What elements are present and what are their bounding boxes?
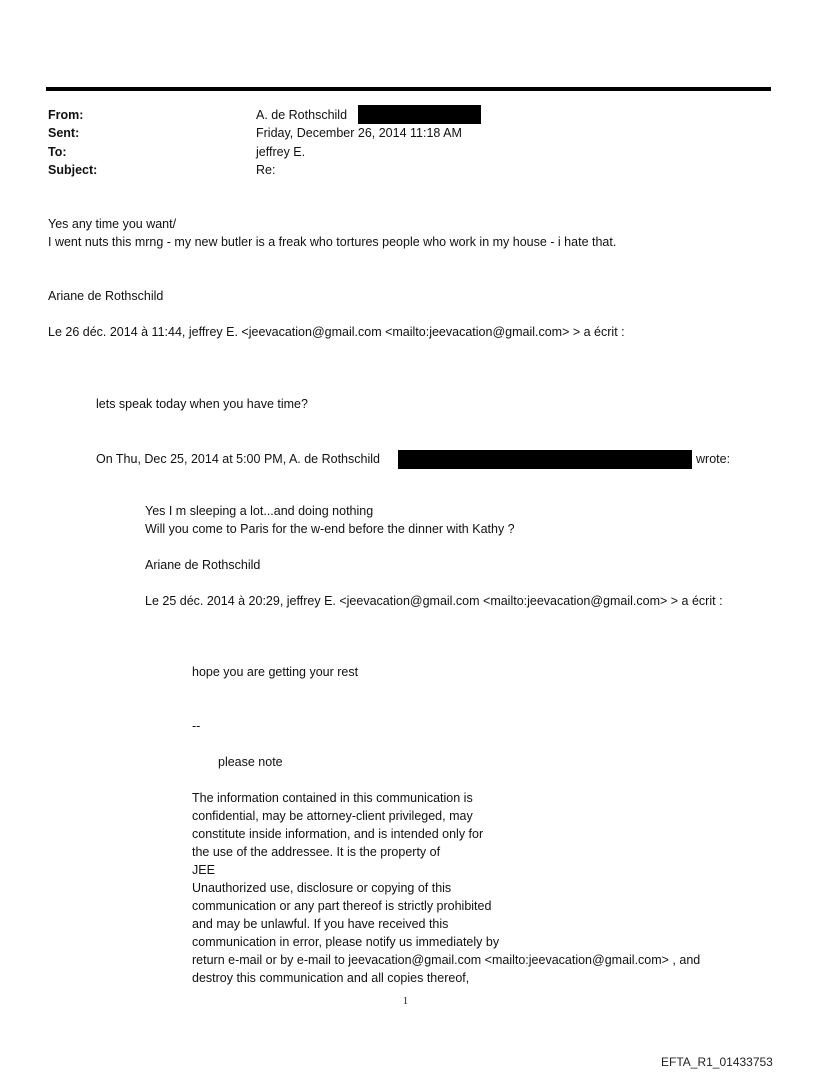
header-rule (46, 87, 771, 91)
quote-1-text: lets speak today when you have time? (96, 397, 308, 411)
quote-intro: Le 26 déc. 2014 à 11:44, jeffrey E. <jeevacation@gmail.com <mailto:jeevacation@gmail.com> > a écrit : (48, 325, 625, 339)
redaction-box (358, 105, 481, 124)
disclaimer-line: confidential, may be attorney-client privileged, may (192, 809, 473, 823)
quote-3-separator: -- (192, 719, 201, 733)
disclaimer-line: The information contained in this communication is (192, 791, 473, 805)
body-line-1: Yes any time you want/ (48, 217, 177, 231)
quote-2-line-1: Yes I m sleeping a lot...and doing nothing (145, 504, 374, 518)
redaction-box (398, 450, 692, 469)
document-id: EFTA_R1_01433753 (661, 1055, 773, 1069)
signature: Ariane de Rothschild (48, 289, 164, 303)
to-label: To: (48, 145, 67, 159)
disclaimer-line: communication or any part thereof is strictly prohibited (192, 899, 492, 913)
quote-1-intro-wrote: wrote: (696, 452, 731, 466)
disclaimer-line: and may be unlawful. If you have received this (192, 917, 449, 931)
disclaimer-line: destroy this communication and all copies thereof, (192, 971, 470, 985)
from-label: From: (48, 108, 84, 122)
disclaimer-line: return e-mail or by e-mail to jeevacation@gmail.com <mailto:jeevacation@gmail.com> , and (192, 953, 701, 967)
body-line-2: I went nuts this mrng - my new butler is a freak who tortures people who work in my house - i hate that. (48, 235, 617, 249)
from-value: A. de Rothschild (256, 108, 348, 122)
quote-3-note: please note (218, 755, 283, 769)
disclaimer-line: the use of the addressee. It is the property of (192, 845, 441, 859)
quote-2-signature: Ariane de Rothschild (145, 558, 261, 572)
disclaimer-line: JEE (192, 863, 215, 877)
quote-2-line-2: Will you come to Paris for the w-end before the dinner with Kathy ? (145, 522, 515, 536)
quote-1-intro: On Thu, Dec 25, 2014 at 5:00 PM, A. de Rothschild (96, 452, 380, 466)
page-number: 1 (403, 996, 408, 1007)
quote-2-intro: Le 25 déc. 2014 à 20:29, jeffrey E. <jeevacation@gmail.com <mailto:jeevacation@gmail.com> > a écrit : (145, 594, 723, 608)
subject-label: Subject: (48, 163, 98, 177)
to-value: jeffrey E. (256, 145, 306, 159)
subject-value: Re: (256, 163, 276, 177)
quote-3-text: hope you are getting your rest (192, 665, 359, 679)
disclaimer-line: communication in error, please notify us immediately by (192, 935, 500, 949)
disclaimer-line: Unauthorized use, disclosure or copying of this (192, 881, 452, 895)
sent-label: Sent: (48, 126, 80, 140)
sent-value: Friday, December 26, 2014 11:18 AM (256, 126, 462, 140)
disclaimer-line: constitute inside information, and is intended only for (192, 827, 484, 841)
